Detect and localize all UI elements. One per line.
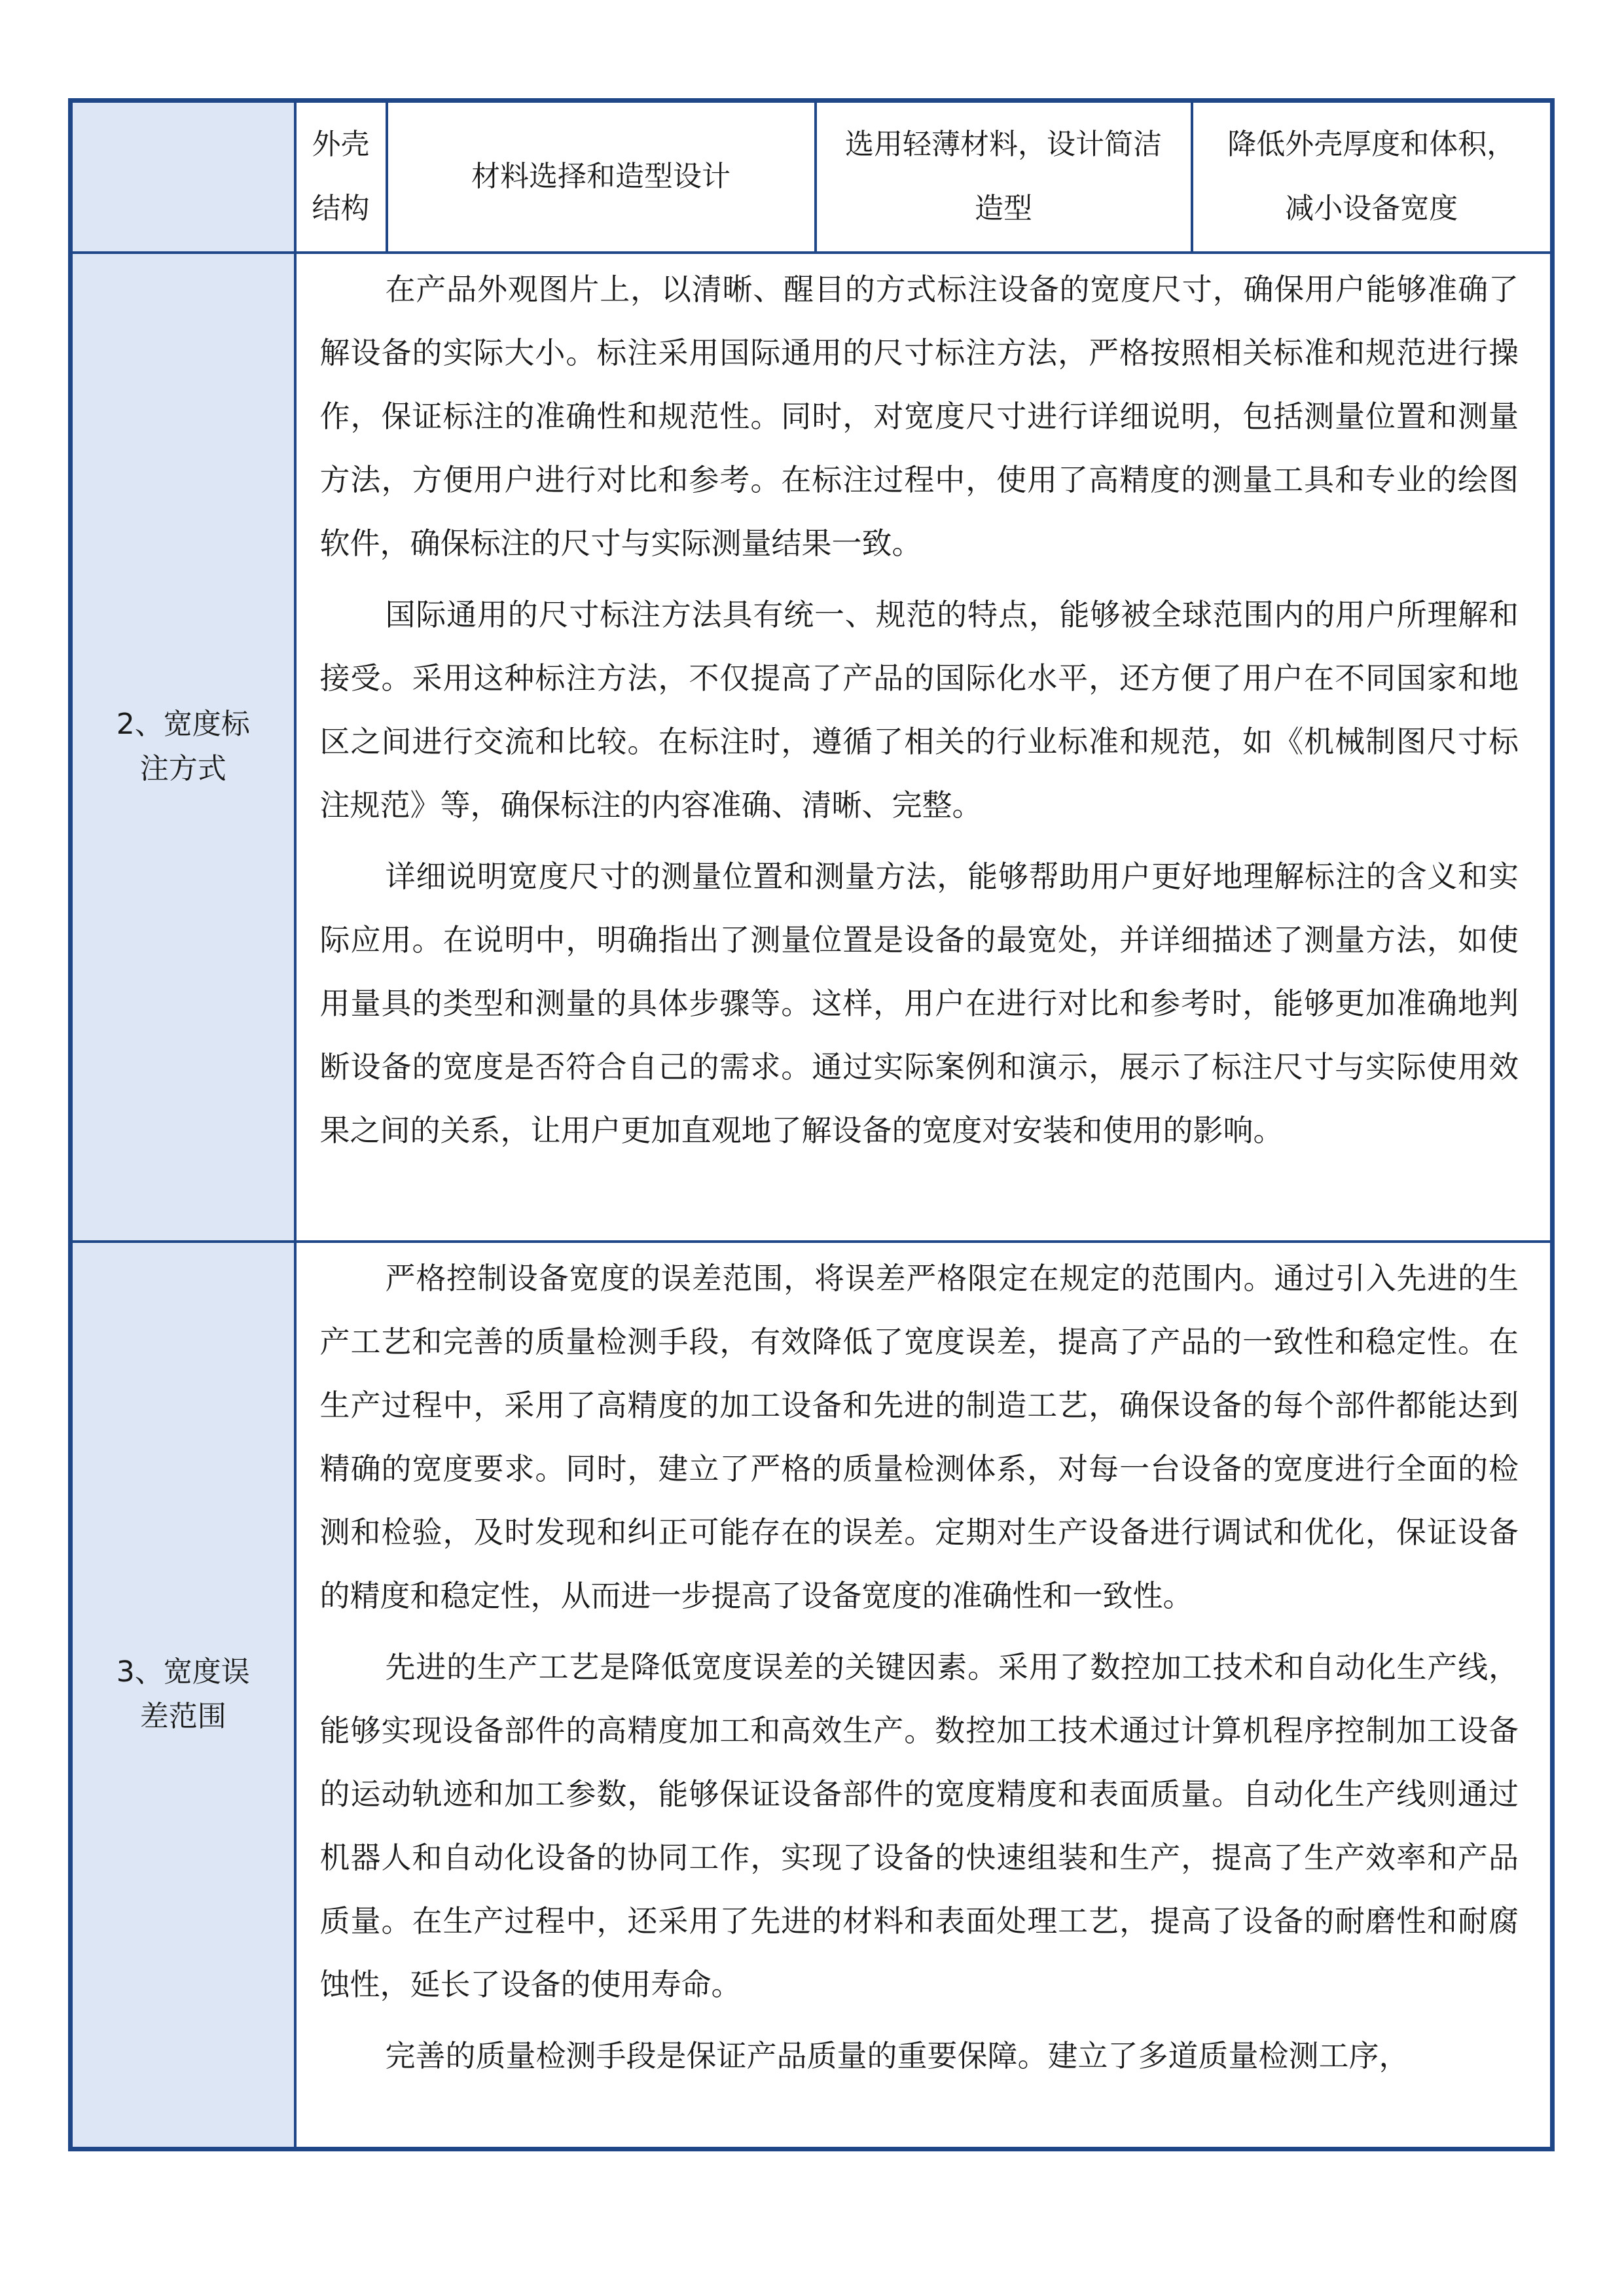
section-2-label-line-1: 2、宽度标 xyxy=(116,708,250,741)
section-3-paragraph-3: 完善的质量检测手段是保证产品质量的重要保障。建立了多道质量检测工序， xyxy=(385,2037,1409,2073)
section-3-paragraph-2: 先进的生产工艺是降低宽度误差的关键因素。采用了数控加工技术和自动化生产线，能够实现设备部件的高精度加工和高效生产。数控加工技术通过计算机程序控制加工设备的运动轨迹和加工参数，能够保证设备部件的宽度精度和表面质量。自动化生产线则通过机器人和自动化设备的协同工作，实现了设备的快速组装和生产，提高了生产效率和产品质量。在生产过程中，还采用了先进的材料和表面处理工艺，提高了设备的耐磨性和耐腐蚀性，延长了设备的使用寿命。 xyxy=(319,1649,1519,2002)
section-3-label-line-2: 差范围 xyxy=(139,1700,226,1734)
measure-cell xyxy=(816,101,1192,253)
section-2-label xyxy=(71,253,295,1242)
effect-line-2: 减小设备宽度 xyxy=(1285,192,1458,226)
content-table xyxy=(68,98,1555,2151)
section-2-paragraph-3: 详细说明宽度尺寸的测量位置和测量方法，能够帮助用户更好地理解标注的含义和实际应用。在说明中，明确指出了测量位置是设备的最宽处，并详细描述了测量方法，如使用量具的类型和测量的具体步骤等。这样，用户在进行对比和参考时，能够更加准确地判断设备的宽度是否符合自己的需求。通过实际案例和演示，展示了标注尺寸与实际使用效果之间的关系，让用户更加直观地了解设备的宽度对安装和使用的影响。 xyxy=(319,858,1519,1148)
structure-row xyxy=(71,101,1553,253)
section-2-content xyxy=(295,253,1553,1242)
section-2-row xyxy=(71,253,1553,1242)
section-3-content xyxy=(295,1242,1553,2149)
measure-line-2: 造型 xyxy=(975,192,1032,226)
category-line-1: 外壳 xyxy=(312,128,370,162)
empty-label-cell xyxy=(71,101,295,253)
effect-cell xyxy=(1192,101,1553,253)
method-cell xyxy=(387,101,816,253)
measure-line-1: 选用轻薄材料，设计简洁 xyxy=(845,128,1162,162)
section-3-paragraph-1: 严格控制设备宽度的误差范围，将误差严格限定在规定的范围内。通过引入先进的生产工艺和完善的质量检测手段，有效降低了宽度误差，提高了产品的一致性和稳定性。在生产过程中，采用了高精度的加工设备和先进的制造工艺，确保设备的每个部件都能达到精确的宽度要求。同时，建立了严格的质量检测体系，对每一台设备的宽度进行全面的检测和检验，及时发现和纠正可能存在的误差。定期对生产设备进行调试和优化，保证设备的精度和稳定性，从而进一步提高了设备宽度的准确性和一致性。 xyxy=(319,1260,1519,1613)
effect-line-1: 降低外壳厚度和体积， xyxy=(1227,128,1516,162)
section-2-label-line-2: 注方式 xyxy=(139,752,226,785)
section-2-paragraph-2: 国际通用的尺寸标注方法具有统一、规范的特点，能够被全球范围内的用户所理解和接受。采用这种标注方法，不仅提高了产品的国际化水平，还方便了用户在不同国家和地区之间进行交流和比较。在标注时，遵循了相关的行业标准和规范，如《机械制图尺寸标注规范》等，确保标注的内容准确、清晰、完整。 xyxy=(319,596,1519,823)
section-2-paragraph-1: 在产品外观图片上，以清晰、醒目的方式标注设备的宽度尺寸，确保用户能够准确了解设备的实际大小。标注采用国际通用的尺寸标注方法，严格按照相关标准和规范进行操作，保证标注的准确性和规范性。同时，对宽度尺寸进行详细说明，包括测量位置和测量方法，方便用户进行对比和参考。在标注过程中，使用了高精度的测量工具和专业的绘图软件，确保标注的尺寸与实际测量结果一致。 xyxy=(319,271,1519,561)
category-cell xyxy=(295,101,387,253)
category-line-2: 结构 xyxy=(312,192,370,226)
section-3-row xyxy=(71,1242,1553,2149)
section-3-label-line-1: 3、宽度误 xyxy=(116,1655,250,1689)
method-text: 材料选择和造型设计 xyxy=(471,160,731,194)
section-3-label xyxy=(71,1242,295,2149)
